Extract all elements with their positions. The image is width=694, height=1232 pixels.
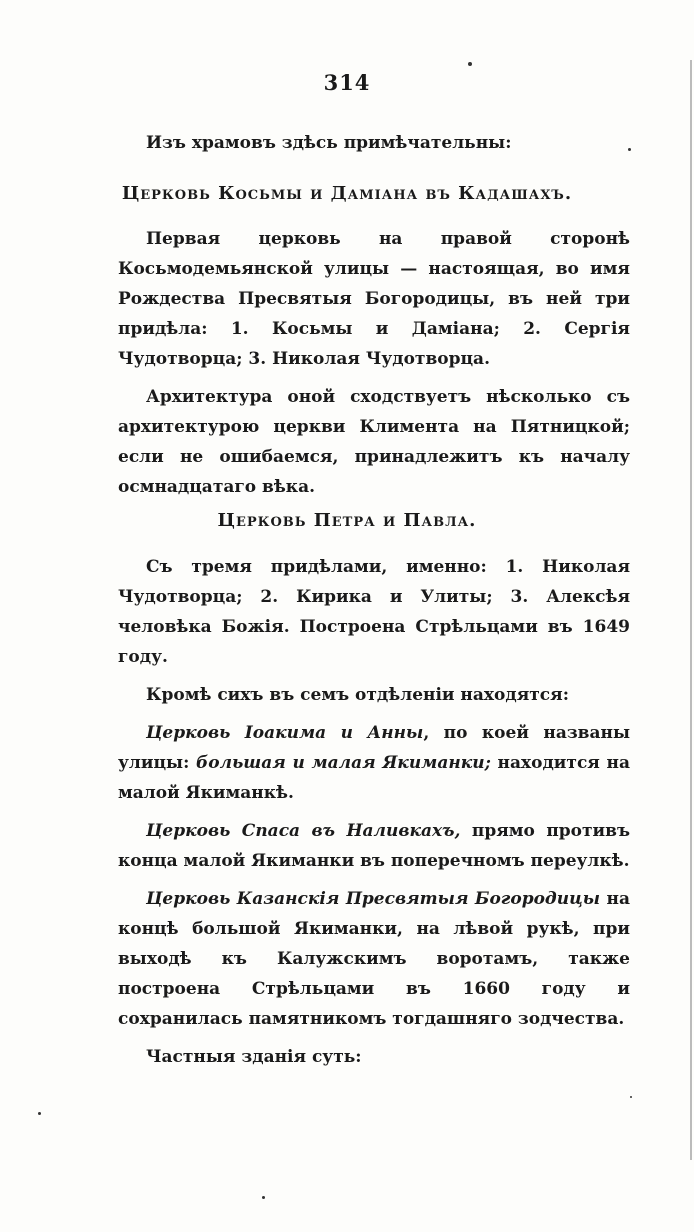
ioakima-anny-text1: , по коей названы улицы: — [118, 723, 630, 773]
paragraph-architecture: Архитектура оной сходствуетъ нѣсколько съ архитектурою церкви Климента на Пятницкой; если не ошибаемся, принадлежитъ къ началу осмнадцатаго вѣка. — [118, 387, 630, 497]
paragraph-kazanskiya — [118, 884, 630, 1034]
paragraph-besides: Кромѣ сихъ въ семъ отдѣленiи находятся: — [146, 685, 569, 705]
print-speck — [468, 62, 472, 66]
yakimanki-streets-name: большая и малая Якиманки; — [196, 753, 491, 773]
print-speck — [628, 148, 631, 151]
church-spasa-name: Церковь Спаса въ Наливкахъ, — [146, 821, 461, 841]
spasa-text: прямо противъ конца малой Якиманки въ поперечномъ переулкѣ. — [118, 821, 630, 871]
intro-line: Изъ храмовъ здѣсь примѣчательны: — [146, 133, 512, 153]
print-speck — [630, 1096, 632, 1098]
page-edge-shadow — [690, 60, 692, 1160]
paragraph-three-chapels: Съ тремя придѣлами, именно: 1. Николая Чудотворца; 2. Кирика и Улиты; 3. Алексѣя человѣка Божiя. Построена Стрѣльцами въ 1649 году. — [118, 557, 630, 667]
print-speck — [38, 1112, 41, 1115]
section-petra-pavla — [118, 552, 630, 1080]
section-kosmy-damiana — [118, 224, 630, 510]
kazanskiya-text: на концѣ большой Якиманки, на лѣвой рукѣ, при выходѣ къ Калужскимъ воротамъ, также построена Стрѣльцами въ 1660 году и сохранилась памятникомъ тогдашняго зодчества. — [118, 889, 630, 1029]
church-ioakima-anny-name: Церковь Iоакима и Анны — [146, 723, 424, 743]
heading-kosmy-damiana: Церковь Косьмы и Дамiана въ Кадашахъ. — [121, 183, 573, 204]
paragraph-first-church: Первая церковь на правой сторонѣ Косьмодемьянской улицы — настоящая, во имя Рождества Пресвятыя Богородицы, въ ней три придѣла: 1. Косьмы и Дамiана; 2. Сергiя Чудотворца; 3. Николая Чудотворца. — [118, 229, 630, 369]
page-number: 314 — [323, 70, 371, 95]
ioakima-anny-text2: находится на малой Якиманкѣ. — [118, 753, 630, 803]
print-speck — [262, 1196, 265, 1199]
heading-petra-pavla: Церковь Петра и Павла. — [217, 510, 477, 531]
paragraph-private-buildings: Частныя зданiя суть: — [146, 1047, 362, 1067]
paragraph-spasa — [118, 816, 630, 876]
paragraph-ioakima-anny — [118, 718, 630, 808]
church-kazanskiya-name: Церковь Казанскiя Пресвятыя Богородицы — [146, 889, 601, 909]
